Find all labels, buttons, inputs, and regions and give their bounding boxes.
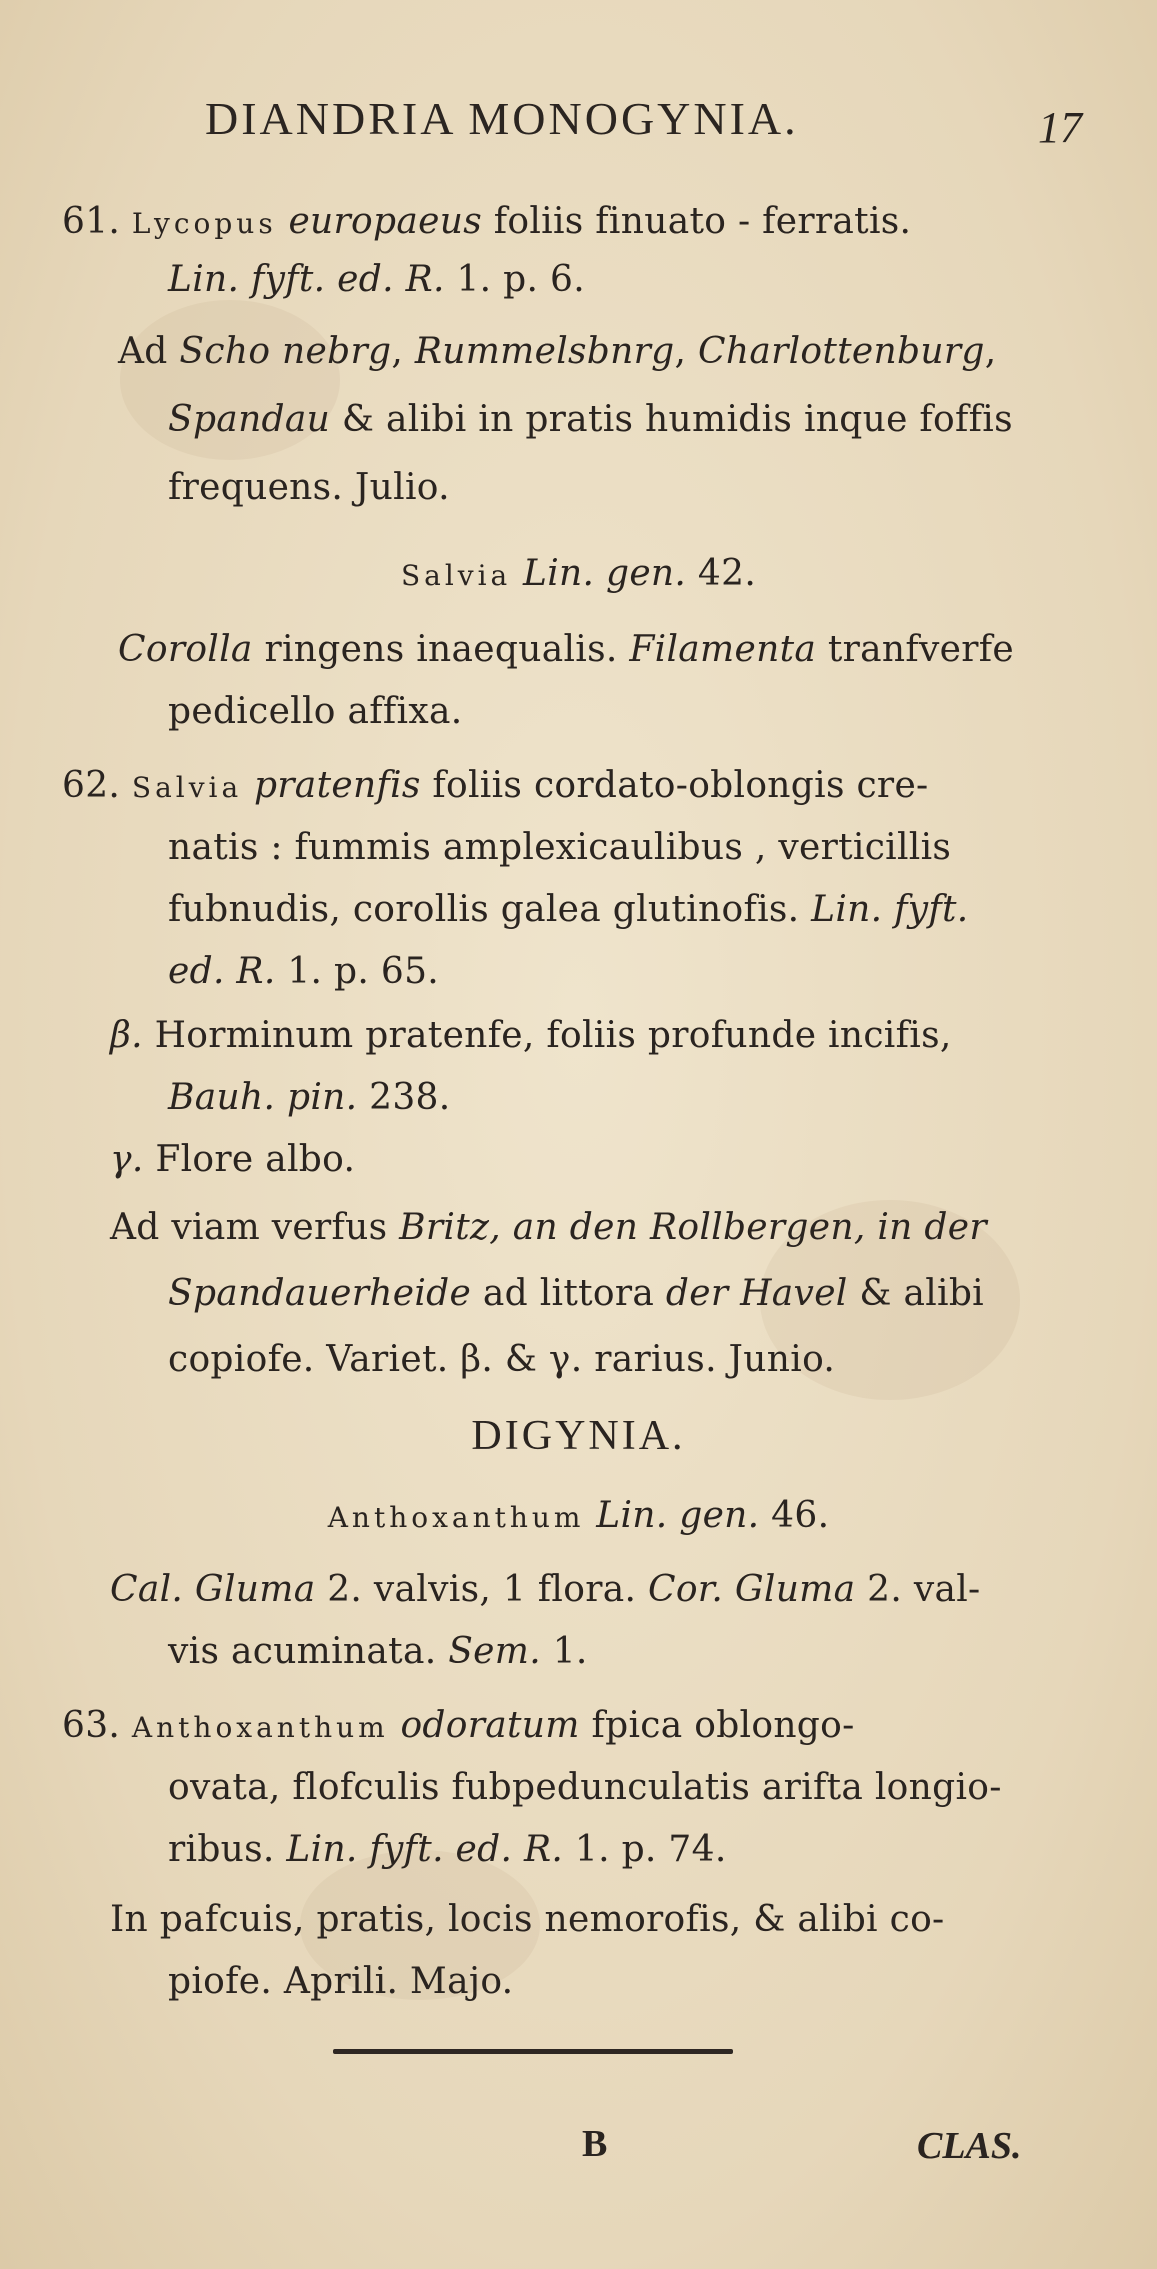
character-label: Corolla <box>118 629 253 670</box>
entry-63-line-1 <box>62 1704 855 1750</box>
entry-63-line-3 <box>168 1828 727 1872</box>
habitat-text: In pafcuis, pratis, locis nemorofis, & alibi co- <box>110 1899 945 1940</box>
genus-name: Anthoxanthum <box>131 1711 389 1744</box>
reference-page: 1. p. 74. <box>574 1829 727 1870</box>
page-number: 17 <box>1038 103 1082 152</box>
entry-62-variety-gamma <box>110 1138 355 1182</box>
entry-62-habitat-1 <box>110 1206 987 1250</box>
character-label: Cal. Gluma <box>110 1569 316 1610</box>
place-name: Britz, <box>399 1207 502 1248</box>
place-name: Spandau <box>168 399 331 440</box>
diagnosis: foliis finuato - ferratis. <box>493 201 912 242</box>
diagnosis: foliis cordato-oblongis cre- <box>432 765 929 806</box>
habitat-text: piofe. Aprili. Majo. <box>168 1961 514 2002</box>
signature-mark: B <box>582 2123 608 2165</box>
salvia-genus-heading <box>0 552 1157 598</box>
character-text: 2. val- <box>867 1569 981 1610</box>
variety-text: Flore albo. <box>155 1139 356 1180</box>
entry-63-habitat-1 <box>110 1898 945 1942</box>
section-rule <box>333 2049 733 2054</box>
catchword: CLAS. <box>917 2125 1022 2167</box>
reference-number: 238. <box>369 1077 451 1118</box>
variety-text: Horminum pratenfe, foliis profunde incifis, <box>154 1015 952 1056</box>
character-label: Cor. Gluma <box>647 1569 856 1610</box>
entry-number: 62. <box>62 765 121 806</box>
entry-62-line-1 <box>62 764 929 810</box>
character-label: Filamenta <box>629 629 817 670</box>
character-text: 2. valvis, 1 flora. <box>327 1569 637 1610</box>
genus-name: Lycopus <box>131 207 277 240</box>
section-title: DIGYNIA. <box>471 1413 686 1459</box>
habitat-text: & alibi in pratis humidis inque foffis <box>341 399 1013 440</box>
entry-63-habitat-2 <box>168 1960 513 2004</box>
reference-number: 46. <box>771 1495 830 1536</box>
entry-62-habitat-3 <box>168 1338 835 1382</box>
entry-number: 63. <box>62 1705 121 1746</box>
diagnosis: ovata, flofculis fubpedunculatis arifta longio- <box>168 1767 1002 1808</box>
entry-63-line-2 <box>168 1766 1002 1810</box>
place-name: der Havel <box>665 1273 848 1314</box>
entry-62-habitat-2 <box>168 1272 984 1316</box>
genus-name: Salvia <box>131 771 243 804</box>
reference: ed. R. <box>168 951 276 992</box>
reference: Lin. fyft. ed. R. <box>286 1829 564 1870</box>
diagnosis: natis : fummis amplexicaulibus , verticillis <box>168 827 952 868</box>
place-name: Charlottenburg <box>697 331 985 372</box>
anthoxanthum-genus-heading <box>0 1494 1157 1540</box>
habitat-text: ad littora <box>482 1273 655 1314</box>
habitat-text: Ad <box>118 331 168 372</box>
place-name: Spandauerheide <box>168 1273 472 1314</box>
diagnosis: fpica oblongo- <box>591 1705 855 1746</box>
diagnosis: ribus. <box>168 1829 275 1870</box>
entry-61-habitat-2 <box>168 398 1013 442</box>
entry-61-line-2 <box>168 258 585 302</box>
entry-61-line-1 <box>62 200 911 246</box>
habitat-text: frequens. Julio. <box>168 467 450 508</box>
variety-mark: β. <box>110 1015 143 1056</box>
salvia-character-2 <box>168 690 462 734</box>
character-text: 1. <box>552 1631 588 1672</box>
character-text: vis acuminata. <box>168 1631 437 1672</box>
variety-mark: γ. <box>110 1139 144 1180</box>
anthoxanthum-character-2 <box>168 1630 588 1674</box>
habitat-text: & alibi <box>859 1273 984 1314</box>
character-text: tranfverfe <box>827 629 1014 670</box>
section-heading-digynia <box>0 1414 1157 1458</box>
place-name: Scho nebrg <box>179 331 392 372</box>
salvia-character-1 <box>118 628 1014 672</box>
reference-page: 1. p. 6. <box>456 259 585 300</box>
entry-number: 61. <box>62 201 121 242</box>
habitat-text: Ad viam verfus <box>110 1207 388 1248</box>
character-text: pedicello affixa. <box>168 691 463 732</box>
entry-62-line-2 <box>168 826 951 870</box>
anthoxanthum-character-1 <box>110 1568 981 1612</box>
reference: Lin. fyft. ed. R. <box>168 259 445 300</box>
character-label: Sem. <box>448 1631 541 1672</box>
running-title: DIANDRIA MONOGYNIA. <box>205 93 799 144</box>
genus-name: Anthoxanthum <box>327 1501 585 1534</box>
entry-62-line-4 <box>168 950 439 994</box>
reference: Lin. gen. <box>522 553 687 594</box>
place-name: Rummelsbnrg <box>414 331 675 372</box>
species-name: pratenfis <box>253 765 421 806</box>
reference: Lin. gen. <box>596 1495 760 1536</box>
diagnosis: fubnudis, corollis galea glutinofis. <box>168 889 800 930</box>
entry-61-habitat-1: Ad Scho nebrg, Rummelsbnrg, Charlottenburg, <box>118 331 997 372</box>
species-name: europaeus <box>288 201 482 242</box>
reference: Bauh. pin. <box>168 1077 358 1118</box>
reference-page: 1. p. 65. <box>287 951 440 992</box>
entry-62-line-3 <box>168 888 969 932</box>
entry-62-variety-beta-ref <box>168 1076 450 1120</box>
genus-name: Salvia <box>400 559 512 592</box>
character-text: ringens inaequalis. <box>264 629 618 670</box>
entry-61-habitat-3 <box>168 466 450 510</box>
reference-number: 42. <box>697 553 757 594</box>
reference: Lin. fyft. <box>811 889 969 930</box>
habitat-text: copiofe. Variet. β. & γ. rarius. Junio. <box>168 1339 836 1380</box>
entry-62-variety-beta <box>110 1014 952 1058</box>
place-name: an den Rollbergen, in der <box>512 1207 987 1248</box>
species-name: odoratum <box>400 1705 580 1746</box>
